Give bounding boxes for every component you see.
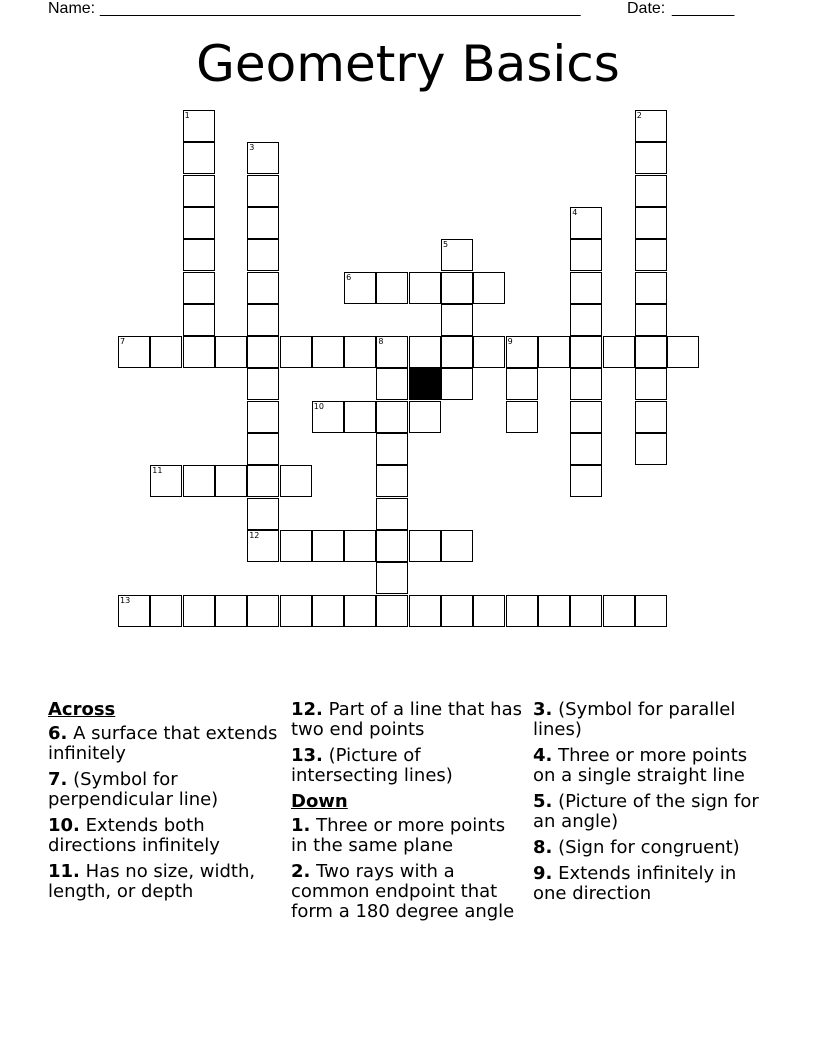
grid-cell[interactable]	[183, 142, 215, 174]
grid-cell[interactable]	[118, 595, 150, 627]
grid-cell[interactable]	[247, 530, 279, 562]
clue-number: 6	[346, 272, 352, 282]
grid-cell[interactable]	[441, 530, 473, 562]
date-field[interactable]: _______	[672, 0, 735, 17]
grid-cell[interactable]	[344, 272, 376, 304]
grid-cell[interactable]	[506, 336, 538, 368]
clue-column-3	[533, 700, 769, 910]
clue-number-label: 10.	[48, 815, 80, 836]
clue-text: (Symbol for parallel lines)	[533, 699, 736, 740]
clue-text: (Picture of the sign for an angle)	[533, 791, 759, 832]
grid-cell[interactable]	[312, 530, 344, 562]
clue-item	[291, 862, 527, 922]
clue-item	[533, 838, 769, 858]
grid-cell[interactable]	[570, 207, 602, 239]
grid-cell[interactable]	[409, 595, 441, 627]
grid-cell[interactable]	[376, 368, 408, 400]
grid-cell[interactable]	[441, 368, 473, 400]
grid-cell[interactable]	[473, 272, 505, 304]
grid-cell[interactable]	[247, 272, 279, 304]
grid-cell[interactable]	[441, 336, 473, 368]
grid-cell[interactable]	[183, 272, 215, 304]
clue-text: Extends both directions infinitely	[48, 815, 220, 856]
clue-number-label: 13.	[291, 745, 323, 766]
grid-cell[interactable]	[570, 401, 602, 433]
clue-item	[48, 724, 284, 764]
grid-cell[interactable]	[376, 595, 408, 627]
grid-cell[interactable]	[635, 595, 667, 627]
grid-cell[interactable]	[603, 336, 635, 368]
grid-cell[interactable]	[441, 239, 473, 271]
grid-cell[interactable]	[570, 239, 602, 271]
clue-number-label: 11.	[48, 861, 80, 882]
grid-cell[interactable]	[570, 595, 602, 627]
clue-item	[48, 862, 284, 902]
grid-cell[interactable]	[409, 336, 441, 368]
grid-cell[interactable]	[376, 465, 408, 497]
grid-cell[interactable]	[409, 530, 441, 562]
clue-text: (Sign for congruent)	[558, 837, 740, 858]
grid-cell[interactable]	[247, 239, 279, 271]
clue-column-2	[291, 700, 527, 928]
grid-cell[interactable]	[570, 336, 602, 368]
grid-cell[interactable]	[344, 595, 376, 627]
clue-number: 13	[120, 595, 131, 605]
clue-text: (Symbol for perpendicular line)	[48, 769, 219, 810]
name-label: Name:	[48, 0, 96, 17]
page-title: Geometry Basics	[196, 35, 620, 93]
grid-cell[interactable]	[183, 207, 215, 239]
grid-cell[interactable]	[635, 336, 667, 368]
clue-item	[533, 700, 769, 740]
grid-cell[interactable]	[635, 433, 667, 465]
clue-number: 11	[152, 466, 163, 476]
clue-number: 5	[443, 240, 449, 250]
clue-text: Three or more points on a single straight line	[533, 745, 748, 786]
grid-cell[interactable]	[376, 272, 408, 304]
clue-number-label: 4.	[533, 745, 553, 766]
grid-cell[interactable]	[376, 562, 408, 594]
grid-cell[interactable]	[376, 336, 408, 368]
grid-cell[interactable]	[280, 595, 312, 627]
grid-cell[interactable]	[376, 498, 408, 530]
clue-number-label: 5.	[533, 791, 553, 812]
clue-number-label: 9.	[533, 863, 553, 884]
clue-text: Has no size, width, length, or depth	[48, 861, 256, 902]
grid-cell[interactable]	[183, 465, 215, 497]
grid-cell[interactable]	[635, 401, 667, 433]
grid-cell[interactable]	[150, 336, 182, 368]
grid-cell[interactable]	[570, 433, 602, 465]
grid-cell[interactable]	[441, 304, 473, 336]
clue-number: 10	[313, 401, 324, 411]
clue-text: Part of a line that has two end points	[291, 699, 523, 740]
grid-cell[interactable]	[183, 304, 215, 336]
clue-number: 2	[636, 111, 642, 120]
grid-cell[interactable]	[635, 304, 667, 336]
clue-item	[533, 864, 769, 904]
grid-cell[interactable]	[150, 465, 182, 497]
clue-number-label: 2.	[291, 861, 311, 882]
grid-cell[interactable]	[506, 368, 538, 400]
clue-number: 1	[184, 111, 190, 120]
grid-cell[interactable]	[183, 175, 215, 207]
clue-number: 4	[572, 207, 578, 217]
grid-cell[interactable]	[635, 142, 667, 174]
grid-cell[interactable]	[441, 272, 473, 304]
grid-cell[interactable]	[635, 239, 667, 271]
grid-cell[interactable]	[312, 595, 344, 627]
grid-cell[interactable]	[183, 239, 215, 271]
clue-number-label: 7.	[48, 769, 68, 790]
grid-cell[interactable]	[215, 465, 247, 497]
grid-cell[interactable]	[247, 368, 279, 400]
clue-item	[291, 746, 527, 786]
clue-number: 12	[249, 530, 260, 540]
grid-cell[interactable]	[409, 401, 441, 433]
clue-text: Extends infinitely in one direction	[533, 863, 737, 904]
clue-number-label: 8.	[533, 837, 553, 858]
clue-text: A surface that extends infinitely	[48, 723, 278, 764]
grid-cell[interactable]	[312, 401, 344, 433]
clue-text: Three or more points in the same plane	[291, 815, 506, 856]
grid-cell[interactable]	[538, 595, 570, 627]
grid-cell[interactable]	[183, 336, 215, 368]
grid-cell[interactable]	[570, 272, 602, 304]
clue-number: 3	[249, 143, 255, 153]
grid-cell[interactable]	[344, 401, 376, 433]
grid-cell[interactable]	[506, 595, 538, 627]
grid-cell[interactable]	[473, 336, 505, 368]
grid-cell[interactable]	[538, 336, 570, 368]
clue-text: Two rays with a common endpoint that form a 180 degree angle	[291, 861, 515, 922]
grid-cell[interactable]	[473, 595, 505, 627]
grid-cell[interactable]	[635, 368, 667, 400]
grid-cell[interactable]	[247, 142, 279, 174]
clue-item	[533, 792, 769, 832]
clue-number-label: 6.	[48, 723, 68, 744]
clue-item	[48, 816, 284, 856]
clue-number-label: 12.	[291, 699, 323, 720]
grid-cell[interactable]	[215, 336, 247, 368]
grid-cell[interactable]	[376, 530, 408, 562]
clue-item	[291, 816, 527, 856]
grid-cell[interactable]	[667, 336, 699, 368]
clue-column-1	[48, 700, 284, 908]
clue-number: 9	[507, 337, 513, 347]
down-heading: Down	[291, 791, 348, 812]
grid-cell[interactable]	[247, 336, 279, 368]
grid-cell[interactable]	[312, 336, 344, 368]
date-label: Date:	[627, 0, 666, 17]
grid-cell[interactable]	[183, 110, 215, 142]
grid-cell[interactable]	[183, 595, 215, 627]
clue-number-label: 1.	[291, 815, 311, 836]
grid-cell[interactable]	[603, 595, 635, 627]
grid-cell[interactable]	[570, 465, 602, 497]
across-heading: Across	[48, 699, 116, 720]
grid-cell[interactable]	[118, 336, 150, 368]
clue-number: 8	[378, 337, 384, 347]
grid-cell[interactable]	[409, 272, 441, 304]
clue-text: (Picture of intersecting lines)	[291, 745, 453, 786]
grid-cell[interactable]	[441, 595, 473, 627]
name-field[interactable]: ______________________________________________________	[100, 0, 581, 17]
grid-cell[interactable]	[376, 401, 408, 433]
grid-cell[interactable]	[376, 433, 408, 465]
grid-cell[interactable]	[635, 272, 667, 304]
grid-cell[interactable]	[280, 465, 312, 497]
grid-cell[interactable]	[506, 401, 538, 433]
clue-item	[291, 700, 527, 740]
grid-cell[interactable]	[570, 304, 602, 336]
grid-cell[interactable]	[215, 595, 247, 627]
grid-cell[interactable]	[635, 110, 667, 142]
clue-number: 7	[120, 337, 126, 347]
grid-cell[interactable]	[247, 175, 279, 207]
grid-cell[interactable]	[344, 530, 376, 562]
grid-cell[interactable]	[247, 304, 279, 336]
grid-cell[interactable]	[247, 465, 279, 497]
grid-cell[interactable]	[280, 336, 312, 368]
grid-cell[interactable]	[247, 401, 279, 433]
grid-cell[interactable]	[247, 433, 279, 465]
grid-cell[interactable]	[247, 498, 279, 530]
black-cell	[409, 368, 441, 400]
grid-cell[interactable]	[635, 175, 667, 207]
clue-item	[533, 746, 769, 786]
grid-cell[interactable]	[247, 207, 279, 239]
clue-item	[48, 770, 284, 810]
clue-number-label: 3.	[533, 699, 553, 720]
grid-cell[interactable]	[635, 207, 667, 239]
grid-cell[interactable]	[247, 595, 279, 627]
grid-cell[interactable]	[344, 336, 376, 368]
grid-cell[interactable]	[280, 530, 312, 562]
grid-cell[interactable]	[570, 368, 602, 400]
grid-cell[interactable]	[150, 595, 182, 627]
